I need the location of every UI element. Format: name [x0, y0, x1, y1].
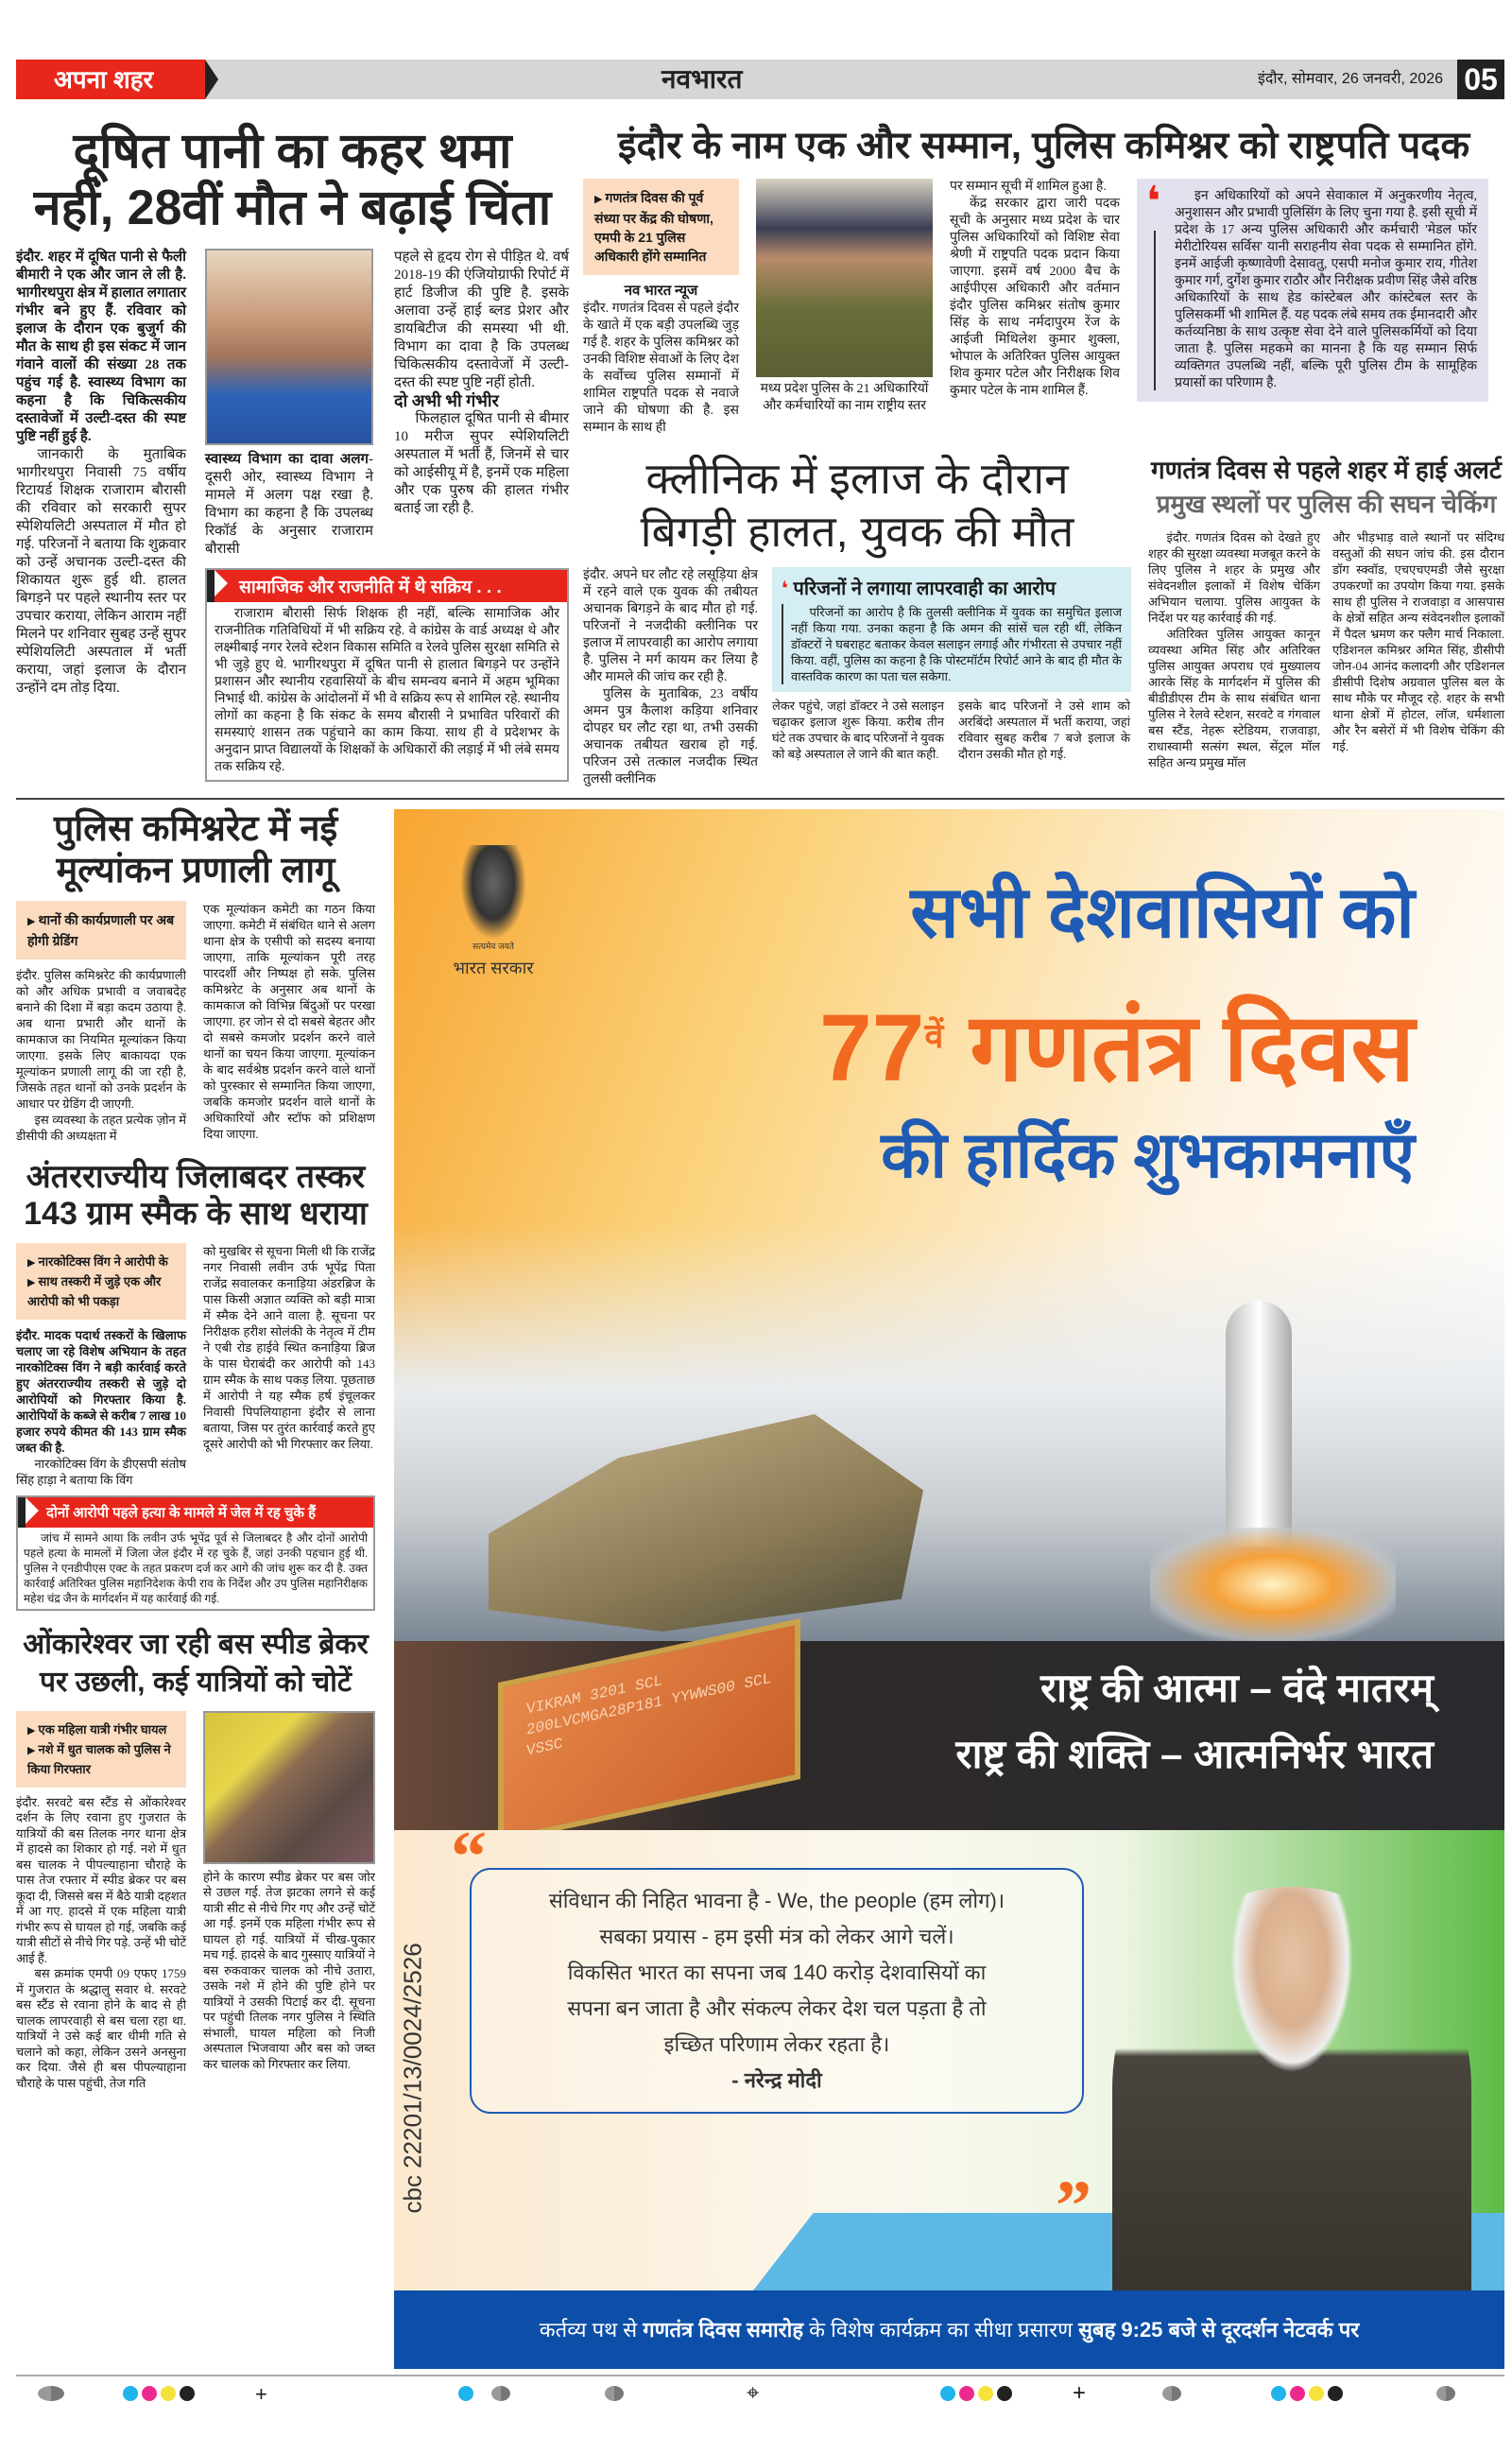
clinic-col3 [958, 698, 1130, 762]
yellow-dot [1309, 2386, 1324, 2401]
quote-rule [1154, 231, 1156, 390]
grading-article [16, 809, 375, 1144]
bullet-item: ▶ एक महिला यात्री गंभीर घायल [27, 1720, 175, 1740]
water-article [16, 124, 569, 782]
clinic-col1 [583, 567, 758, 788]
top-section [16, 124, 1504, 788]
republic-day-advertisement [394, 809, 1504, 2369]
caption-bold: स्वास्थ्य विभाग का दावा अलग [205, 451, 369, 467]
magenta-dot [142, 2386, 157, 2401]
black-dot [997, 2386, 1012, 2401]
smack-article [16, 1159, 375, 1610]
bus-col2 [203, 1870, 375, 2073]
black-dot [1328, 2386, 1343, 2401]
grading-headline [16, 809, 375, 891]
issue-date: इंदौर, सोमवार, 26 जनवरी, 2026 [1258, 71, 1443, 87]
alert-col1 [1148, 529, 1320, 770]
divider [16, 798, 1504, 800]
headline-line: मूल्यांकन प्रणाली लागू [56, 850, 335, 890]
headline-line: पुलिस कमिश्नरेट में नई [53, 809, 338, 849]
quote-line: संविधान की निहित भावना है - We, the people (हम लोग)। [548, 1889, 1005, 1912]
quote-line: विकसित भारत का सपना जब 140 करोड़ देशवासियों का [567, 1961, 987, 1984]
paragraph: नारकोटिक्स विंग के डीएसपी संतोष सिंह हाड़ा ने बताया कि विंग [16, 1456, 186, 1487]
medal-bullet-box [583, 179, 739, 275]
headline-line: नहीं, 28वीं मौत ने बढ़ाई चिंता [33, 180, 552, 235]
slogan-atmanirbhar: राष्ट्र की शक्ति – आत्मनिर्भर भारत [955, 1732, 1434, 1776]
slogan-vande-mataram: राष्ट्र की आत्मा – वंदे मातरम् [1040, 1666, 1434, 1710]
quote-line: इच्छित परिणाम लेकर रहता है। [663, 2032, 890, 2056]
smack-col1 [16, 1327, 186, 1488]
bullet-item: ▶ नशे में धुत चालक को पुलिस ने किया गिरफ्तार [27, 1740, 175, 1778]
gray-mark [1162, 2386, 1181, 2401]
alert-article [1148, 452, 1504, 770]
ordinal-suffix: वें [924, 1016, 944, 1055]
anniversary-number: 77 [819, 994, 925, 1101]
black-dot [180, 2386, 195, 2401]
paragraph: परिजनों का आरोप है कि तुलसी क्लीनिक में युवक का समुचित इलाज नहीं किया गया. उनका कहना है कि अमन की सांसें चल रही थीं, लेकिन डॉक्टरों ने घबराहट बताकर केवल सलाइन लगाई और गंभीरता से उपचार नहीं किया. वहीं, पुलिस का कहना है कि पोस्टमॉर्टम रिपोर्ट आने के बाद ही मौत के वास्तविक कारण का पता चल सकेगा. [791, 605, 1122, 683]
medal-col1 [583, 283, 739, 437]
cyan-dot [940, 2386, 955, 2401]
banner-text-bold: सुबह 9:25 बजे से दूरदर्शन नेटवर्क पर [1078, 2318, 1360, 2342]
yellow-dot [978, 2386, 993, 2401]
magenta-dot [959, 2386, 974, 2401]
paragraph: एक मूल्यांकन कमेटी का गठन किया जाएगा. कमेटी में संबंधित थाने से अलग थाना क्षेत्र के एसीपी को सदस्य बनाया जाएगा, ताकि मूल्यांकन पूरी तरह पारदर्शी और निष्पक्ष हो सके. पुलिस कमिश्नरेट के अनुसार अब थानों के कामकाज को विभिन्न बिंदुओं पर परखा जाएगा. हर जोन से दो सबसे बेहतर और दो सबसे कमजोर प्रदर्शन करने वाले थानों का चयन किया जाएगा. मूल्यांकन के बाद सर्वश्रेष्ठ प्रदर्शन करने वाले थानों को पुरस्कार से सम्मानित किया जाएगा, जबकि कमजोर प्रदर्शन वाले थानों के अधिकारियों और स्टॉफ को प्रशिक्षण दिया जाएगा. [203, 902, 375, 1142]
paragraph: इंदौर. गणतंत्र दिवस को देखते हुए शहर की सुरक्षा व्यवस्था मजबूत करने के लिए पुलिस ने शहर के प्रमुख और संवेदनशील इलाकों में विशेष चेकिंग अभियान चलाया. पुलिस आयुक्त के निर्देश पर यह कार्रवाई की गई. [1148, 530, 1320, 625]
print-registration-marks [16, 2380, 1504, 2414]
close-quote-icon: ” [1056, 2167, 1091, 2246]
smack-bullet-box [16, 1243, 186, 1320]
paragraph: अतिरिक्त पुलिस आयुक्त कानून व्यवस्था अमित सिंह और अतिरिक्त पुलिस आयुक्त अपराध एवं मुख्यालय आरके सिंह के मार्गदर्शन में पुलिस की बीडीडीएस टीम के साथ संबंधित थाना पुलिस ने रेलवे स्टेशन, सरवटे व गंगवाल बस स्टैंड, नेहरू स्टेडियम, राजवाड़ा, राधास्वामी सत्संग स्थल, सेंट्रल मॉल सहित अन्य प्रमुख मॉल [1148, 627, 1320, 769]
clinic-headline [583, 452, 1131, 558]
alert-headline [1148, 452, 1504, 520]
cyan-dot [123, 2386, 138, 2401]
banner-text: के विशेष कार्यक्रम का सीधा प्रसारण [803, 2318, 1079, 2342]
paragraph: जांच में सामने आया कि लवीन उर्फ भूपेंद्र पूर्व से जिलाबदर है और दोनों आरोपी पहले हत्या के मामलों में जिला जेल इंदौर में रह चुके हैं, जहां उनकी पहचान हुई थी. पुलिस ने एनडीपीएस एक्ट के तहत प्रकरण दर्ज कर आगे की जांच शुरू कर दी है. उक्त कार्रवाई अतिरिक्त पुलिस महानिदेशक केपी राव के निर्देश और उप पुलिस महानिरीक्षक महेश चंद्र जैन के मार्गदर्शन में यह कार्रवाई की गई. [24, 1530, 368, 1605]
crosshair-icon: + [255, 2382, 267, 2406]
quote-line: सबका प्रयास - हम इसी मंत्र को लेकर आगे चलें। [599, 1925, 954, 1948]
bus-driver-photo [203, 1711, 375, 1864]
bus-headline [16, 1626, 375, 1702]
grading-bullet-box [16, 901, 186, 959]
bullet-item: ▶ साथ तस्करी में जुड़े एक और आरोपी को भी पकड़ा [27, 1272, 175, 1310]
byline: नव भारत न्यूज [624, 284, 698, 299]
subheading: दो अभी भी गंभीर [394, 390, 499, 410]
target-crosshair-icon: ⌖ [747, 2380, 760, 2406]
bus-col1 [16, 1795, 186, 2092]
paragraph: इंदौर. सरवटे बस स्टैंड से ओंकारेश्वर दर्शन के लिए रवाना हुए गुजरात के यात्रियों की बस तिलक नगर थाना क्षेत्र में हादसे का शिकार हो गई. नशे में धुत बस चालक ने पीपल्याहाना चौराहे के पास तेज रफ्तार में स्पीड ब्रेकर पर बस कूदा दी, जिससे बस में बैठे यात्री दहशत में आ गए. हादसे में एक महिला यात्री गंभीर रूप से घायल हो गई, जबकि कई यात्री सीटों से नीचे गिर पड़े. उन्हें भी चोटें आई हैं. [16, 1794, 186, 1965]
cyan-dot [458, 2386, 473, 2401]
gray-mark [491, 2386, 510, 2401]
section-label: अपना शहर [16, 60, 205, 99]
paragraph: और भीड़भाड़ वाले स्थानों पर संदिग्ध वस्तुओं की सघन जांच की. इस दौरान डॉग स्क्वॉड, एचएचएमडी जैसे सुरक्षा उपकरणों का उपयोग किया गया. इसके साथ ही पुलिस ने राजवाड़ा व आसपास के क्षेत्रों सहित अन्य संवेदनशील इलाकों में पैदल भ्रमण कर फ्लैग मार्च निकाला. एडिशनल कमिश्नर अमित सिंह, डीसीपी जोन-04 आनंद कलादगी और एडिशनल डीसीपी दिशेष अग्रवाल पुलिस बल के साथ मौके पर मौजूद रहे. शहर के सभी थाना क्षेत्रों में होटल, लॉज, धर्मशाला और रैन बसेरों में भी विशेष चेकिंग की गई. [1332, 530, 1504, 753]
bottom-section [16, 809, 1504, 2369]
page-number: 05 [1457, 60, 1504, 99]
cyan-dot [1271, 2386, 1286, 2401]
paragraph: फिलहाल दूषित पानी से बीमार 10 मरीज सुपर स्पेशियलिटी अस्पताल में भर्ती हैं, जिनमें से चार को आईसीयू में है, इनमें एक महिला और एक पुरुष की हालत गंभीर बताई जा रही है. [394, 410, 569, 516]
greeting-line-1: सभी देशवासियों को [910, 873, 1415, 953]
paragraph: इंदौर. मादक पदार्थ तस्करों के खिलाफ चलाए जा रहे विशेष अभियान के तहत नारकोटिक्स विंग ने बड़ी कार्रवाई करते हुए अंतरराज्यीय तस्करी से जुड़े दो आरोपियों को गिरफ्तार किया है. आरोपियों के कब्जे से करीब 7 लाख 10 हजार रुपये कीमत की 143 ग्राम स्मैक जब्त की है. [16, 1327, 186, 1455]
box-title: दोनों आरोपी पहले हत्या के मामले में जेल में रह चुके हैं [18, 1497, 373, 1528]
masthead-bar [16, 60, 1504, 99]
gray-mark [605, 2386, 624, 2401]
paragraph: इस व्यवस्था के तहत प्रत्येक ज़ोन में डीसीपी की अध्यक्षता में [16, 1113, 186, 1144]
social-role-box [205, 568, 569, 782]
headline-line: 143 ग्राम स्मैक के साथ धराया [24, 1196, 368, 1233]
clinic-article [583, 452, 1131, 788]
paragraph: बस क्रमांक एमपी 09 एफए 1759 में गुजरात के श्रद्धालु सवार थे. सरवटे बस स्टैंड से रवाना होने के बाद से ही चालक लापरवाही से बस चला रहा था. यात्रियों ने उसे कई बार धीमी गति से चलाने को कहा, लेकिन उसने अनसुना कर दिया. जैसे ही बस पीपल्याहाना चौराहे के पास पहुंची, तेज गति [16, 1966, 186, 2090]
paragraph: इंदौर. पुलिस कमिश्नरेट की कार्यप्रणाली को और अधिक प्रभावी व जवाबदेह बनाने की दिशा में बड़ा कदम उठाया है. अब थाना प्रभारी और थानों के कामकाज का नियमित मूल्यांकन किया जाएगा. इसके लिए बाकायदा एक मूल्यांकन प्रणाली लागू की जा रही है, जिसके तहत थानों को उनके प्रदर्शन के आधार पर ग्रेडिंग दी जाएगी. [16, 968, 186, 1112]
headline-line: पर उछली, कई यात्रियों को चोटें [39, 1666, 352, 1698]
quote-box [470, 1868, 1084, 2114]
banner-text-bold: गणतंत्र दिवस समारोह [643, 2318, 804, 2342]
box-title: परिजनों ने लगाया लापरवाही का आरोप [793, 579, 1057, 599]
paragraph: पहले से हृदय रोग से पीड़ित थे. वर्ष 2018-19 की एंजियोग्राफी रिपोर्ट में हार्ट डिजीज की पुष्टि है. इसके अलावा उन्हें हाई ब्लड प्रेशर और डायबिटीज की समस्या भी थी. विभाग का दावा है कि उपलब्ध चिकित्सकीय दस्तावेजों में उल्टी-दस्त की स्पष्ट पुष्टि नहीं होती. [394, 249, 569, 390]
paragraph: इंदौर. अपने घर लौट रहे लसूड़िया क्षेत्र में रहने वाले एक युवक की तबीयत अचानक बिगड़ने के बाद मौत हो गई. परिजनों ने नजदीकी क्लीनिक पर इलाज में लापरवाही का आरोप लगाया है. पुलिस ने मर्ग कायम कर लिया है और मामले की जांच कर रही है. [583, 568, 758, 684]
newspaper-name: नवभारत [662, 64, 743, 94]
open-quote-icon: “ [451, 1817, 487, 1896]
gray-mark [38, 2386, 64, 2401]
water-caption [205, 451, 373, 559]
box-title: सामाजिक और राजनीति में थे सक्रिय . . . [207, 570, 567, 602]
caption-text: -दूसरी ओर, स्वास्थ्य विभाग ने मामले में अलग पक्ष रखा है. विभाग का कहना है कि उपलब्ध रिकॉर्ड के अनुसार राजाराम बौरासी [205, 451, 373, 557]
paragraph: इंदौर. शहर में दूषित पानी से फैली बीमारी ने एक और जान ले ली है. भागीरथपुरा क्षेत्र में हालात लगातार गंभीर बने हुए हैं. रविवार को इलाज के दौरान एक बुजुर्ग की मौत के साथ ही इस संकट में जान गंवाने वालों की संख्या 28 तक पहुंच गई है. स्वास्थ्य विभाग का कहना है कि चिकित्सकीय दस्तावेजों में उल्टी-दस्त की स्पष्ट पुष्टि नहीं हुई है. [16, 249, 186, 444]
republic-day-text: गणतंत्र दिवस [970, 994, 1415, 1101]
banner-text: कर्तव्य पथ से [539, 2318, 644, 2342]
left-news-column [16, 809, 375, 2106]
greeting-line-2 [583, 975, 1415, 1109]
chip-label: VIKRAM 3201 SCL 200LVCMGA28P181 YYWWS00 SCL VSSC [526, 1669, 772, 1760]
paragraph: केंद्र सरकार द्वारा जारी पदक सूची के अनुसार मध्य प्रदेश के चार पुलिस अधिकारियों को विशिष्ट सेवा श्रेणी में राष्ट्रपति पदक प्रदान किया जाएगा. इसमें वर्ष 2000 बैच के आईपीएस अधिकारी और वर्तमान इंदौर पुलिस कमिश्नर संतोष कुमार सिंह के साथ नर्मदापुरम रेंज के आईजी मिथिलेश कुमार शुक्ला, भोपाल के अतिरिक्त पुलिस आयुक्त शिव कुमार पटेल और निरीक्षक शिव कुमार पटेल के नाम शामिल हैं. [950, 197, 1120, 398]
rocket [1226, 1301, 1292, 1547]
medal-headline: इंदौर के नाम एक और सम्मान, पुलिस कमिश्नर को राष्ट्रपति पदक [617, 125, 1470, 166]
headline-line: गणतंत्र दिवस से पहले शहर में हाई अलर्ट [1150, 456, 1503, 484]
broadcast-banner [394, 2290, 1504, 2369]
grading-col1 [16, 967, 186, 1144]
quote-author: - नरेन्द्र मोदी [731, 2068, 822, 2092]
quote-mark-icon: ❛ [782, 579, 794, 599]
yellow-dot [161, 2386, 176, 2401]
prime-minister-photo [1112, 1887, 1471, 2290]
water-headline [16, 124, 569, 237]
paragraph: होने के कारण स्पीड ब्रेकर पर बस जोर से उछल गई. तेज झटका लगने से कई यात्री सीट से नीचे गिर गए और उन्हें चोटें आ गईं. इनमें एक महिला गंभीर रूप से घायल हो गई. यात्रियों में चीख-पुकार मच गई. हादसे के बाद गुस्साए यात्रियों ने बस रुकवाकर चालक को नीचे उतारा, उसके नशे में होने की पुष्टि होने पर यात्रियों ने उसकी पिटाई कर दी. सूचना पर पहुंची तिलक नगर पुलिस ने स्थिति संभाली, घायल महिला को निजी अस्पताल भिजवाया और बस को जब्त कर चालक को गिरफ्तार कर लिया. [203, 1869, 375, 2071]
subheadline: प्रमुख स्थलों पर पुलिस की सघन चेकिंग [1156, 490, 1497, 518]
bus-bullet-box [16, 1711, 186, 1788]
paragraph: लेकर पहुंचे, जहां डॉक्टर ने उसे सलाइन चढ़ाकर इलाज शुरू किया. करीब तीन घंटे तक उपचार के बाद परिजनों ने युवक को बड़े अस्पताल ले जाने की बात कही. [772, 699, 944, 761]
paragraph: इसके बाद परिजनों ने उसे शाम को अरबिंदो अस्पताल में भर्ती कराया, जहां रविवार सुबह करीब 7 बजे इलाज के दौरान उसकी मौत हो गई. [958, 699, 1130, 761]
medal-quote-box [1137, 179, 1488, 402]
alert-col2 [1332, 529, 1504, 754]
government-label: भारत सरकार [453, 959, 534, 977]
crosshair-icon: + [1073, 2380, 1087, 2406]
paragraph: राजाराम बौरासी सिर्फ शिक्षक ही नहीं, बल्कि सामाजिक और राजनीतिक गतिविधियों में भी सक्रिय रहे. वे कांग्रेस के वार्ड अध्यक्ष थे और लक्ष्मीबाई नगर रेलवे स्टेशन विकास समिति व रेलवे पुलिस सुरक्षा समिति से भी जुड़े हुए थे. भागीरथपुरा में दूषित पानी से हालात बिगड़ने पर उन्होंने प्रशासन और स्थानीय रहवासियों के बीच समन्वय बनाने में अहम भूमिका निभाई थी. कांग्रेस के आंदोलनों में भी वे सक्रिय रूप से शामिल रहे. स्थानीय लोगों का कहना है कि संकट के समय बौरासी ने प्रभावित परिवारों की समस्याएं शासन तक पहुंचाने का काम किया. साथ ही वे प्रदेशभर के अनुदान प्राप्त विद्यालयों के शिक्षकों के अधिकारों की लड़ाई में भी लंबे समय तक सक्रिय रहे. [215, 606, 559, 774]
bus-article [16, 1626, 375, 2092]
medal-article [583, 179, 1504, 437]
paragraph: जानकारी के मुताबिक भागीरथपुरा निवासी 75 वर्षीय रिटायर्ड शिक्षक राजाराम बौरासी की रविवार को सरकारी सुपर स्पेशियलिटी अस्पताल में मौत हो गई. परिजनों ने बताया कि शुक्रवार को उन्हें अचानक उल्टी-दस्त की शिकायत शुरू हुई थी. हालत बिगड़ने पर पहले स्थानीय स्तर पर उपचार कराया, लेकिन आराम नहीं मिलने पर शनिवार सुबह उन्हें सुपर स्पेशियलिटी अस्पताल में भर्ती कराया, जहां इलाज के दौरान उन्होंने दम तोड़ दिया. [16, 446, 186, 696]
headline-line: अंतरराज्यीय जिलाबदर तस्कर [26, 1159, 366, 1196]
gray-mark [1436, 2386, 1455, 2401]
photo-caption: मध्य प्रदेश पुलिस के 21 अधिकारियों और कर्मचारियों का नाम राष्ट्रीय स्तर [760, 382, 929, 413]
smack-col2 [203, 1243, 375, 1452]
quote-mark-icon: ❛ [1146, 179, 1161, 225]
grading-col2 [203, 901, 375, 1142]
headline-line: दूषित पानी का कहर थमा [73, 124, 512, 179]
headline-line: क्लीनिक में इलाज के दौरान [645, 454, 1069, 503]
ad-code: cbc 22201/13/0024/2526 [398, 1943, 427, 2214]
police-commissioner-photo [756, 179, 933, 377]
elderly-man-photo [205, 249, 373, 445]
paragraph: को मुखबिर से सूचना मिली थी कि राजेंद्र नगर निवासी लवीन उर्फ भूपेंद्र पिता राजेंद्र सवालकर कनाड़िया अंडरब्रिज के पास किसी अज्ञात व्यक्ति को बड़ी मात्रा में स्मैक देने आने वाला है. सूचना पर निरीक्षक हरीश सोलंकी के नेतृत्व में टीम ने एबी रोड हाईवे स्थित कनाड़िया ब्रिज के पास घेराबंदी कर आरोपी को 143 ग्राम स्मैक के साथ पकड़ लिया. पूछताछ में आरोपी ने यह स्मैक हर्ष इंचूलकर निवासी पिपलियाहाना इंदौर से लाना बताया, जिस पर तुरंत कार्रवाई करते हुए दूसरे आरोपी को भी गिरफ्तार कर लिया. [203, 1243, 375, 1451]
clinic-allegation-box [772, 567, 1131, 692]
bottom-rule [16, 2375, 1504, 2376]
water-col3 [394, 249, 569, 518]
bullet-item: ▶ थानों की कार्यप्रणाली पर अब होगी ग्रेडिंग [27, 910, 175, 950]
paragraph: इंदौर. गणतंत्र दिवस से पहले इंदौर के खाते में एक बड़ी उपलब्धि जुड़ गई है. शहर के पुलिस कमिश्नर को उनकी विशिष्ट सेवाओं के लिए देश के सर्वोच्च पुलिस सम्मानों में शामिल राष्ट्रपति पदक से नवाजे जाने की घोषणा की है. इस सम्मान के साथ ही [583, 302, 739, 435]
murder-history-box [16, 1495, 375, 1611]
water-col1 [16, 249, 186, 698]
paragraph: पर सम्मान सूची में शामिल हुआ है. [950, 180, 1107, 194]
rocket-exhaust [1150, 1528, 1396, 1641]
headline-line: बिगड़ी हालत, युवक की मौत [640, 507, 1074, 556]
paragraph: इन अधिकारियों को अपने सेवाकाल में अनुकरणीय नेतृत्व, अनुशासन और प्रभावी पुलिसिंग के लिए चुना गया है. इसी सूची में प्रदेश के 17 अन्य पुलिस अधिकारी और कर्मचारी 'मेडल फॉर मेरीटोरियस सर्विस' यानी सराहनीय सेवा पदक से सम्मानित होंगे. इनमें आईजी कृष्णावेणी देसावतु, एसपी मनोज कुमार राय, गीतेश कुमार गर्ग, दुर्गेश कुमार राठौर और निरीक्षक प्रवीण सिंह जैसे वरिष्ठ अधिकारियों के साथ हेड कांस्टेबल और कांस्टेबल स्तर के पुलिसकर्मी भी शामिल हैं. यह पदक लंबे समय तक ईमानदारी और कर्तव्यनिष्ठा के साथ उत्कृष्ट सेवा देने वाले पुलिसकर्मियों को दिया जाता है. पुलिस महकमे का मानना है कि यह सम्मान सिर्फ व्यक्तिगत उपलब्धि नहीं, बल्कि पूरी पुलिस टीम के सामूहिक प्रयासों का परिणाम है. [1175, 189, 1477, 390]
top-right-area [583, 124, 1504, 788]
national-emblem-icon [460, 845, 526, 940]
greeting-line-3: की हार्दिक शुभकामनाएँ [881, 1119, 1415, 1191]
magenta-dot [1290, 2386, 1305, 2401]
emblem-motto: सत्यमेव जयते [472, 942, 514, 951]
paragraph: पुलिस के मुताबिक, 23 वर्षीय अमन पुत्र कैलाश कड़िया शनिवार दोपहर घर लौट रहा था, तभी उसकी अचानक तबीयत खराब हो गई. परिजन उसे तत्काल नजदीक स्थित तुलसी क्लीनिक [583, 687, 758, 786]
headline-line: ओंकारेश्वर जा रही बस स्पीड ब्रेकर [23, 1628, 369, 1660]
smack-headline [16, 1159, 375, 1233]
bullet-item: ▶ गणतंत्र दिवस की पूर्व संध्या पर केंद्र की घोषणा, एमपी के 21 पुलिस अधिकारी होंगे सम्मानित [594, 188, 728, 266]
medal-col3 [950, 179, 1120, 400]
clinic-col2 [772, 698, 944, 762]
bullet-item: ▶ नारकोटिक्स विंग ने आरोपी के [27, 1253, 175, 1272]
quote-line: सपना बन जाता है और संकल्प लेकर देश चल पड़ता है तो [567, 1996, 987, 2020]
